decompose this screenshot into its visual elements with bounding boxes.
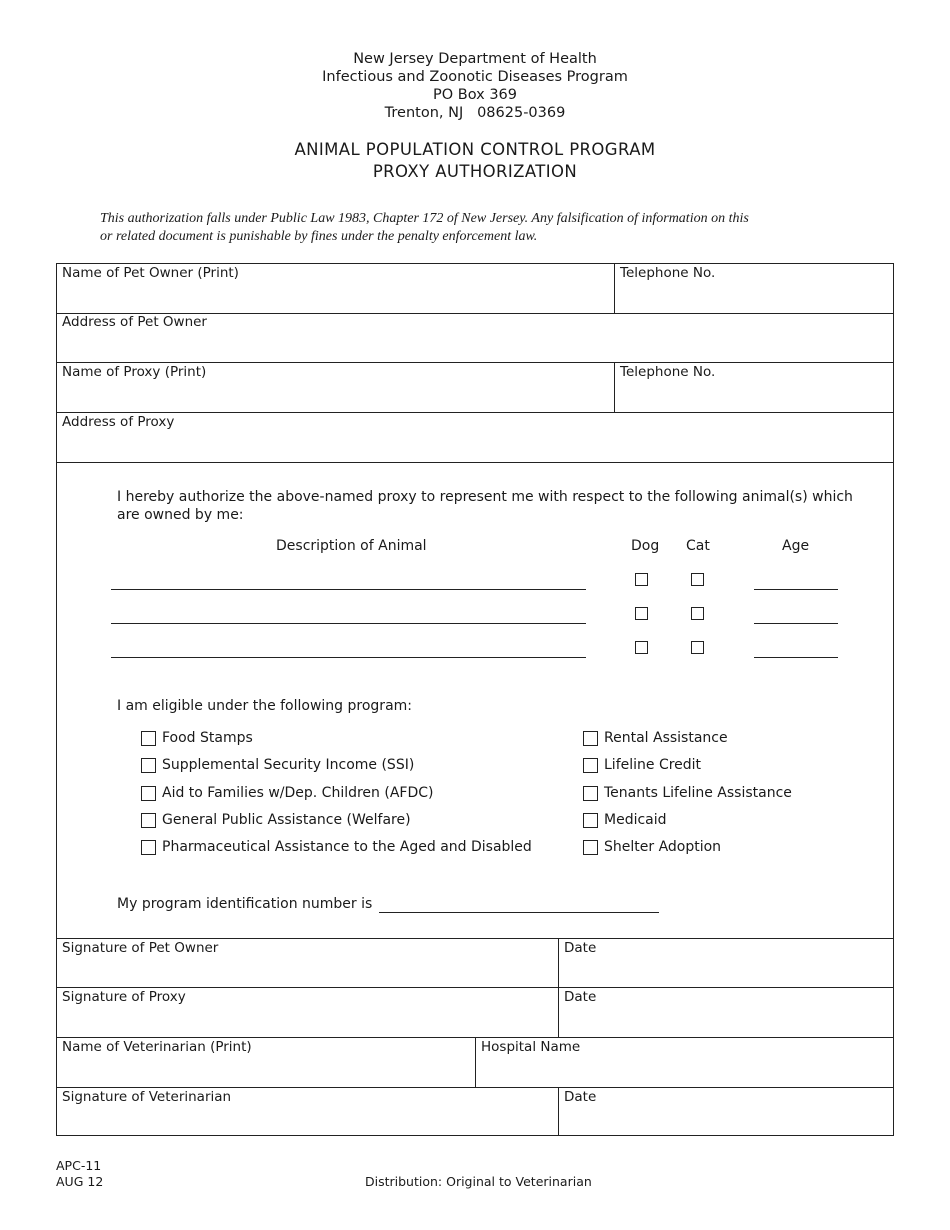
lifeline-credit-label: Lifeline Credit	[604, 757, 702, 773]
divider	[558, 938, 559, 1037]
tenants-lifeline-label: Tenants Lifeline Assistance	[604, 785, 792, 801]
tenants-lifeline-checkbox[interactable]	[583, 786, 598, 801]
divider	[56, 1087, 894, 1088]
rental-assistance-checkbox[interactable]	[583, 731, 598, 746]
animal-age-line[interactable]	[754, 589, 838, 590]
proxy-phone-field[interactable]: Telephone No.	[620, 364, 716, 380]
divider	[475, 1037, 476, 1087]
program-id-input[interactable]	[379, 912, 659, 913]
dog-column-header: Dog	[631, 538, 660, 554]
ssi-checkbox[interactable]	[141, 758, 156, 773]
medicaid-label: Medicaid	[604, 812, 667, 828]
dog-checkbox[interactable]	[635, 607, 648, 620]
legal-notice-line2: or related document is punishable by fines under the penalty enforcement law.	[100, 229, 538, 244]
owner-name-field[interactable]: Name of Pet Owner (Print)	[62, 265, 239, 281]
lifeline-credit-checkbox[interactable]	[583, 758, 598, 773]
afdc-label: Aid to Families w/Dep. Children (AFDC)	[162, 785, 434, 801]
welfare-checkbox[interactable]	[141, 813, 156, 828]
animal-description-line[interactable]	[111, 657, 586, 658]
legal-notice-line1: This authorization falls under Public Law 1983, Chapter 172 of New Jersey. Any falsification of information on this	[100, 211, 749, 226]
form-title: ANIMAL POPULATION CONTROL PROGRAM	[294, 140, 656, 159]
owner-date-field[interactable]: Date	[564, 940, 597, 956]
distribution-note: Distribution: Original to Veterinarian	[365, 1174, 592, 1189]
form-revision: AUG 12	[56, 1174, 104, 1189]
city-address: Trenton, NJ 08625-0369	[384, 105, 566, 121]
program-id-label: My program identification number is	[117, 896, 373, 912]
dog-checkbox[interactable]	[635, 641, 648, 654]
paad-checkbox[interactable]	[141, 840, 156, 855]
vet-date-field[interactable]: Date	[564, 1089, 597, 1105]
animal-description-line[interactable]	[111, 623, 586, 624]
proxy-date-field[interactable]: Date	[564, 989, 597, 1005]
divider	[56, 987, 894, 988]
authorization-text-line1: I hereby authorize the above-named proxy to represent me with respect to the following animal(s) which	[117, 489, 853, 505]
welfare-label: General Public Assistance (Welfare)	[162, 812, 411, 828]
proxy-name-field[interactable]: Name of Proxy (Print)	[62, 364, 207, 380]
owner-signature-field[interactable]: Signature of Pet Owner	[62, 940, 219, 956]
hospital-name-field[interactable]: Hospital Name	[481, 1039, 581, 1055]
divider	[56, 362, 894, 363]
cat-checkbox[interactable]	[691, 573, 704, 586]
vet-name-field[interactable]: Name of Veterinarian (Print)	[62, 1039, 252, 1055]
cat-column-header: Cat	[686, 538, 710, 554]
medicaid-checkbox[interactable]	[583, 813, 598, 828]
divider	[614, 362, 615, 412]
divider	[614, 263, 615, 313]
paad-label: Pharmaceutical Assistance to the Aged and Disabled	[162, 839, 532, 855]
shelter-adoption-checkbox[interactable]	[583, 840, 598, 855]
dog-checkbox[interactable]	[635, 573, 648, 586]
divider	[56, 938, 894, 939]
owner-phone-field[interactable]: Telephone No.	[620, 265, 716, 281]
agency-name: New Jersey Department of Health	[353, 51, 597, 67]
cat-checkbox[interactable]	[691, 607, 704, 620]
animal-description-line[interactable]	[111, 589, 586, 590]
afdc-checkbox[interactable]	[141, 786, 156, 801]
rental-assistance-label: Rental Assistance	[604, 730, 728, 746]
proxy-address-field[interactable]: Address of Proxy	[62, 414, 175, 430]
eligibility-intro: I am eligible under the following program:	[117, 698, 412, 714]
authorization-text-line2: are owned by me:	[117, 507, 244, 523]
po-box: PO Box 369	[432, 87, 517, 103]
ssi-label: Supplemental Security Income (SSI)	[162, 757, 415, 773]
form-code: APC-11	[56, 1158, 102, 1173]
description-column-header: Description of Animal	[276, 538, 427, 554]
divider	[558, 1087, 559, 1136]
divider	[56, 412, 894, 413]
food-stamps-checkbox[interactable]	[141, 731, 156, 746]
shelter-adoption-label: Shelter Adoption	[604, 839, 722, 855]
animal-age-line[interactable]	[754, 657, 838, 658]
proxy-signature-field[interactable]: Signature of Proxy	[62, 989, 186, 1005]
vet-signature-field[interactable]: Signature of Veterinarian	[62, 1089, 232, 1105]
owner-address-field[interactable]: Address of Pet Owner	[62, 314, 207, 330]
cat-checkbox[interactable]	[691, 641, 704, 654]
age-column-header: Age	[782, 538, 810, 554]
form-subtitle: PROXY AUTHORIZATION	[372, 162, 578, 181]
animal-age-line[interactable]	[754, 623, 838, 624]
program-name: Infectious and Zoonotic Diseases Program	[322, 69, 628, 85]
food-stamps-label: Food Stamps	[162, 730, 253, 746]
divider	[56, 462, 894, 463]
